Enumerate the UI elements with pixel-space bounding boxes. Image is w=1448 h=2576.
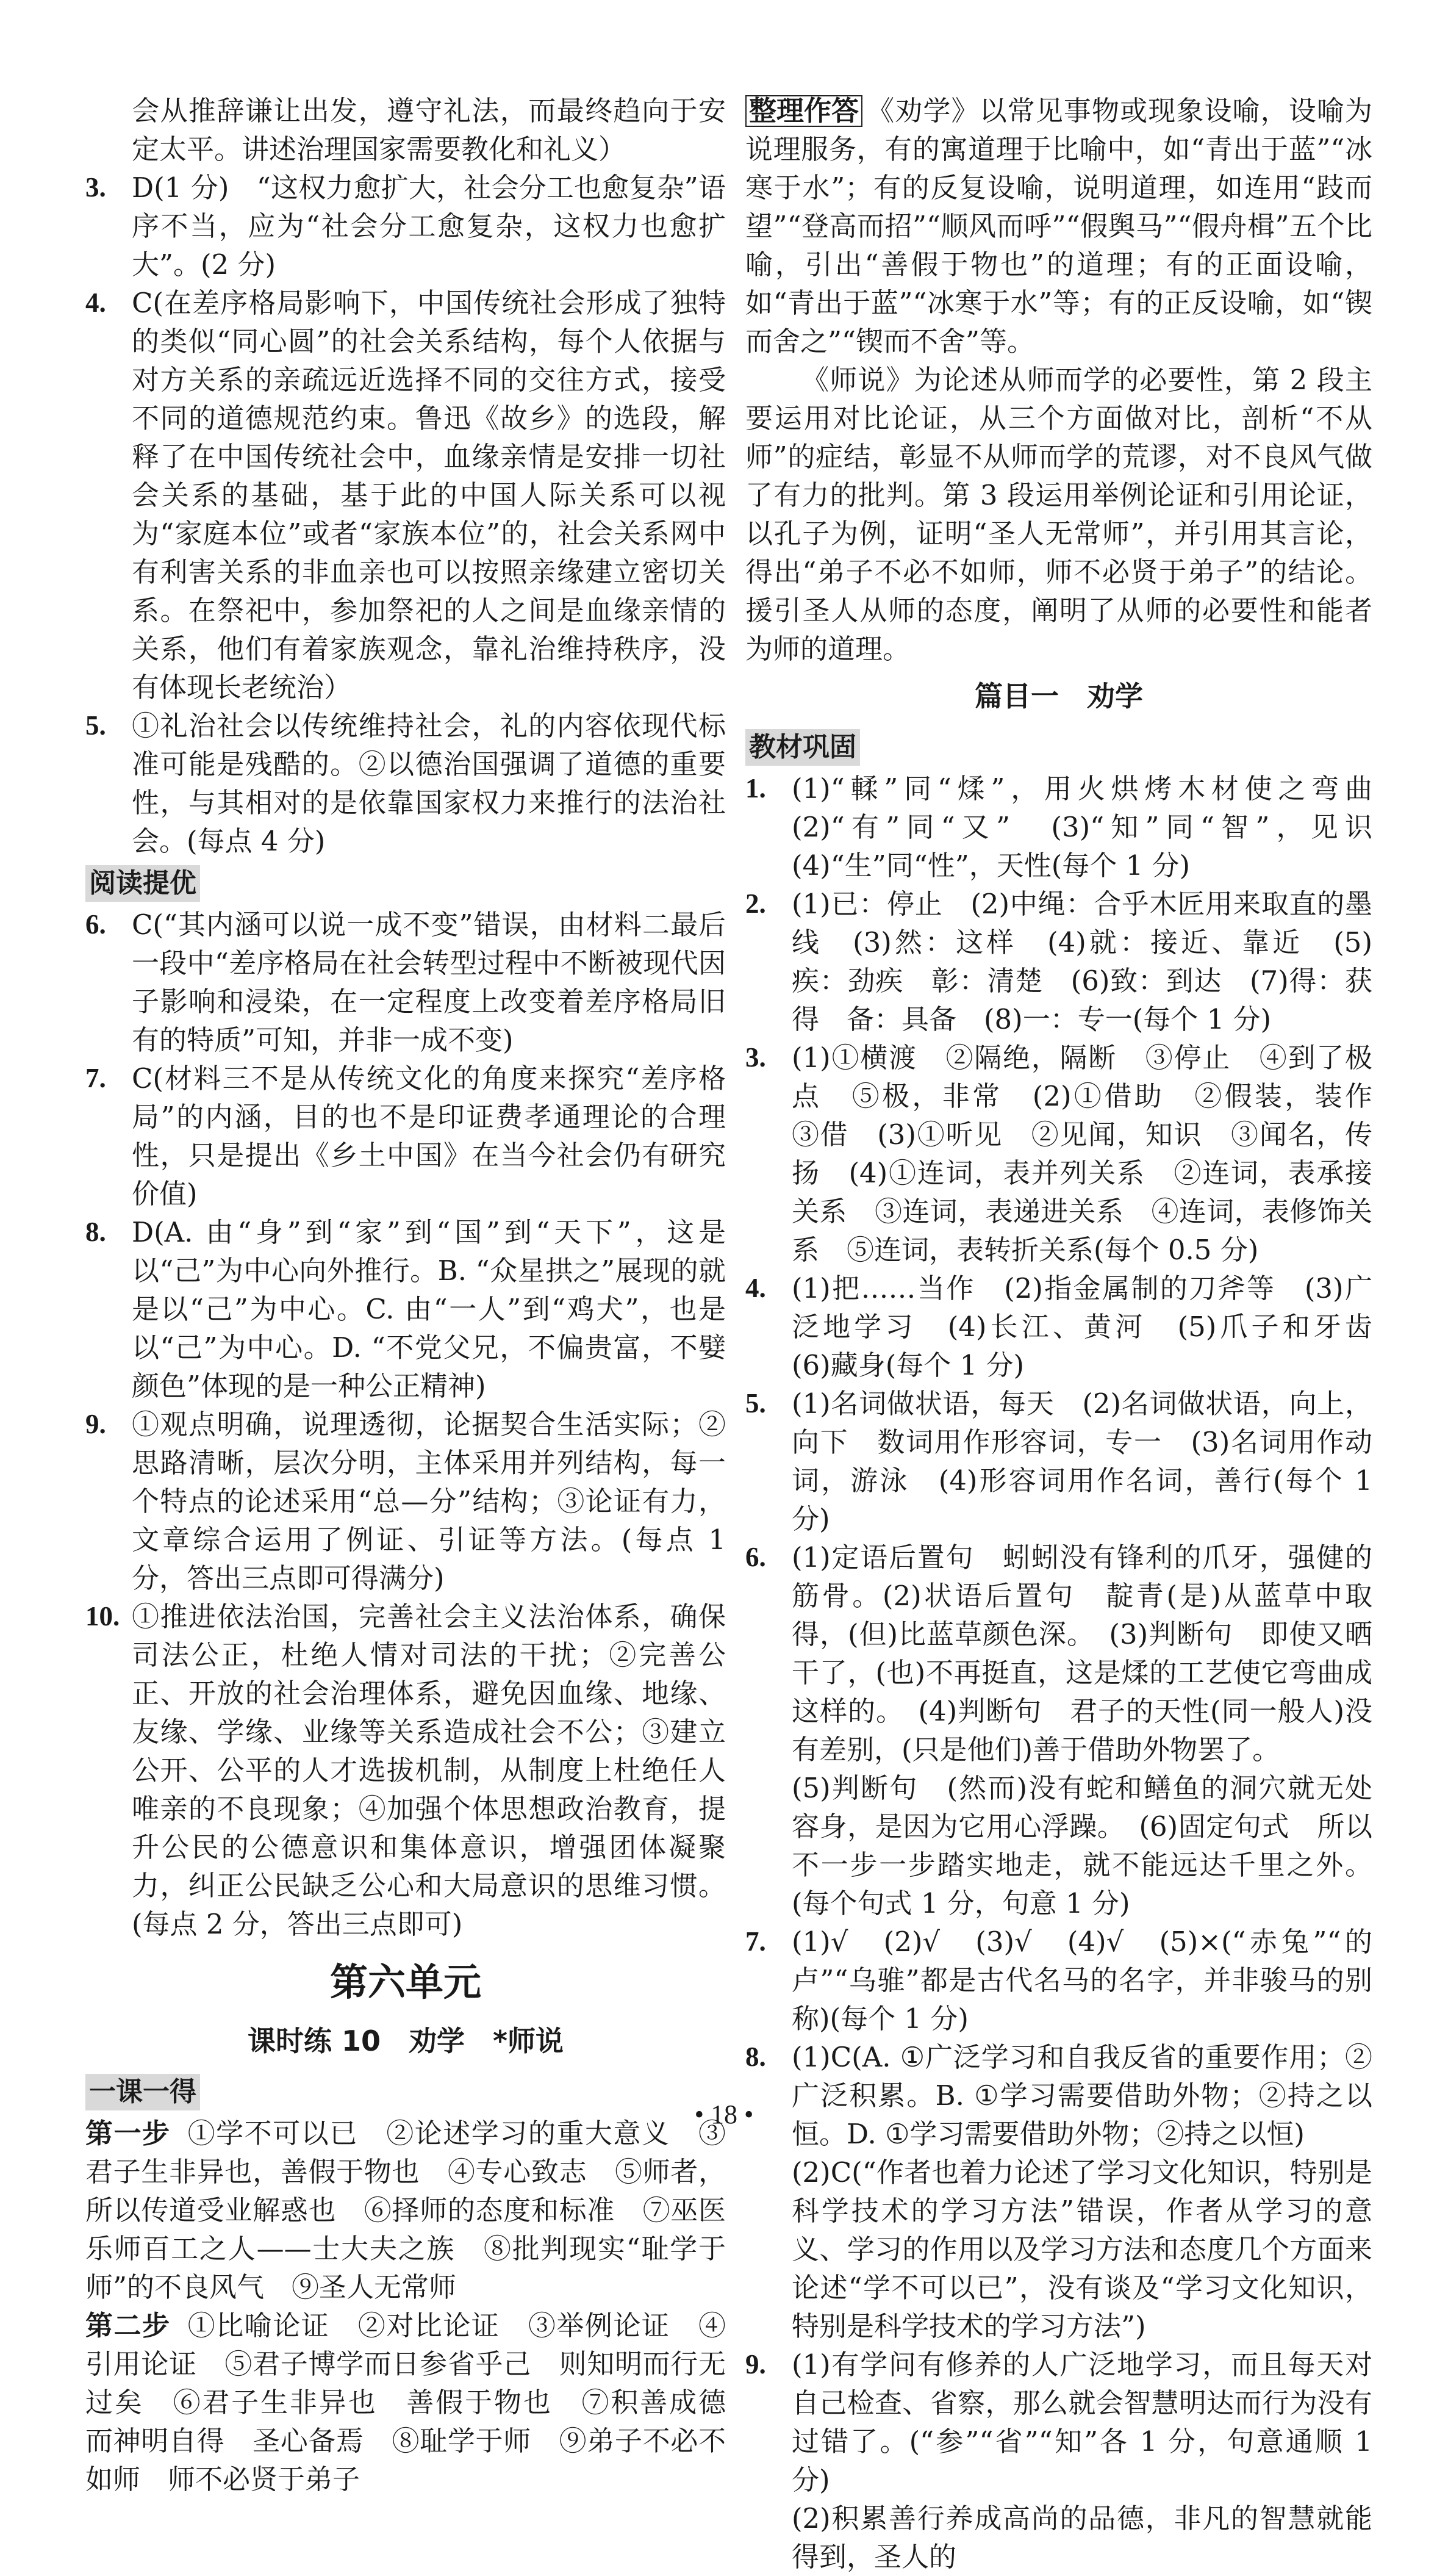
- answer-number: 7.: [745, 1926, 766, 1957]
- answer-number: 3.: [745, 1042, 766, 1073]
- answer-text: (1)C(A. ①广泛学习和自我反省的重要作用；②广泛积累。B. ①学习需要借助外物；②持之以恒。D. ①学习需要借助外物；②持之以恒): [792, 2041, 1372, 2150]
- answer-text: (1)把……当作 (2)指金属制的刀斧等 (3)广泛地学习 (4)长江、黄河 (5)爪子和牙齿 (6)藏身(每个 1 分): [792, 1272, 1400, 1381]
- answer-text: (2)积累善行养成高尚的品德，非凡的智慧就能得到，圣人的: [792, 2502, 1372, 2573]
- answer-item: [85, 1059, 726, 1213]
- summary-text: 《劝学》以常见事物或现象设喻，设喻为说理服务，有的寓道理于比喻中，如“青出于蓝”“冰寒于水”；有的反复设喻，说明道理，如连用“跂而望”“登高而招”“顺风而呼”“假舆马”“假舟楫”五个比喻，引出“善假于物也”的道理；有的正面设喻，如“青出于蓝”“冰寒于水”等；有的正反设喻，如“锲而舍之”“锲而不舍”等。: [745, 95, 1372, 358]
- answer-number: 6.: [745, 1542, 766, 1572]
- answer-number: 5.: [745, 1388, 766, 1419]
- answer-text: (5)判断句 (然而)没有蛇和鳝鱼的洞穴就无处容身，是因为它用心浮躁。 (6)固定句式 所以不一步一步踏实地走，就不能远达千里之外。(每个句式 1 分，句意 1 分): [792, 1772, 1372, 1919]
- answer-item: [85, 1213, 726, 1405]
- answer-number: 2.: [745, 888, 766, 919]
- summary-box-label: 整理作答: [745, 95, 862, 127]
- answer-item: [745, 769, 1400, 885]
- section-header-label: 一课一得: [85, 2074, 200, 2110]
- answer-text: ①观点明确，说理透彻，论据契合生活实际；②思路清晰，层次分明，主体采用并列结构，每一个特点的论述采用“总—分”结构；③论证有力，文章综合运用了例证、引证等方法。(每点 1 分，答出三点即可得满分): [132, 1408, 726, 1594]
- answer-number: 10.: [85, 1601, 120, 1632]
- answer-item: [745, 1923, 1372, 2038]
- section-header-label: 教材巩固: [745, 729, 860, 766]
- answer-text: C(在差序格局影响下，中国传统社会形成了独特的类似“同心圆”的社会关系结构，每个人依据与对方关系的亲疏远近选择不同的交往方式，接受不同的道德规范约束。鲁迅《故乡》的选段，解释了在中国传统社会中，血缘亲情是安排一切社会关系的基础，基于此的中国人际关系可以视为“家庭本位”或者“家族本位”的，社会关系网中有利害关系的非血亲也可以按照亲缘建立密切关系。在祭祀中，参加祭祀的人之间是血缘亲情的关系，他们有着家族观念，靠礼治维持秩序，没有体现长老统治）: [132, 287, 726, 703]
- step-paragraph: [85, 2114, 726, 2306]
- answer-paragraph: 《师说》为论述从师而学的必要性，第 2 段主要运用对比论证，从三个方面做对比，剖析“不从师”的症结，彰显不从师而学的荒谬，对不良风气做了有力的批判。第 3 段运用举例论证和引用论证，以孔子为例，证明“圣人无常师”，并引用其言论，得出“弟子不必不如师，师不必贤于弟子”的结论。援引圣人从师的态度，阐明了从师的必要性和能者为师的道理。: [745, 364, 1372, 665]
- section-title: 课时练 10 劝学 *师说: [247, 2024, 564, 2057]
- step-label: 第二步: [85, 2309, 171, 2342]
- answer-item: [745, 1038, 1400, 1269]
- answer-item: [745, 2345, 1372, 2576]
- summary-paragraph: [745, 92, 1372, 361]
- answer-text: (1)“輮”同“煣”，用火烘烤木材使之弯曲 (2)“有”同“又” (3)“知”同“智”，见识 (4)“生”同“性”，天性(每个 1 分): [792, 772, 1400, 882]
- answer-item: [85, 707, 726, 860]
- section-header: [85, 860, 726, 905]
- answer-item: [745, 885, 1372, 1038]
- answer-item: [85, 905, 726, 1059]
- answer-item: [745, 1269, 1400, 1384]
- answer-item: [745, 1384, 1372, 1538]
- answer-text: (1)有学问有修养的人广泛地学习，而且每天对自己检查、省察，那么就会智慧明达而行为没有过错了。(“参”“省”“知”各 1 分，句意通顺 1 分): [792, 2348, 1372, 2496]
- answer-text: (1)名词做状语，每天 (2)名词做状语，向上，向下 数词用作形容词，专一 (3)名词用作动词，游泳 (4)形容词用作名词，善行(每个 1 分): [792, 1387, 1372, 1535]
- answer-item: [85, 1597, 726, 1943]
- left-column: [85, 92, 754, 2499]
- step-text: ①比喻论证 ②对比论证 ③举例论证 ④引用论证 ⑤君子博学而日参省乎己 则知明而行无过矣 ⑥君子生非异也 善假于物也 ⑦积善成德 而神明自得 圣心备焉 ⑧耻学于师 ⑨弟子不必不如师 师不必贤于弟子: [85, 2309, 754, 2495]
- right-column: [745, 92, 1400, 2576]
- answer-number: 4.: [745, 1273, 766, 1303]
- section-title: 篇目一 劝学: [975, 680, 1143, 713]
- answer-text: C(材料三不是从传统文化的角度来探究“差序格局”的内涵，目的也不是印证费孝通理论的合理性，只是提出《乡土中国》在当今社会仍有研究价值): [132, 1062, 726, 1210]
- answer-text: D(A. 由“身”到“家”到“国”到“天下”，这是以“己”为中心向外推行。B. “众星拱之”展现的就是以“己”为中心。C. 由“一人”到“鸡犬”，也是以“己”为中心。D. “不党父兄，不偏贵富，不嬖颜色”体现的是一种公正精神): [132, 1216, 726, 1402]
- answer-item: [85, 1405, 726, 1597]
- section-header-label: 阅读提优: [85, 865, 200, 902]
- answer-item: [745, 1538, 1372, 1923]
- section-header: [745, 724, 1372, 769]
- answer-number: 5.: [85, 710, 106, 741]
- answer-number: 6.: [85, 909, 106, 940]
- answer-text: D(1 分) “这权力愈扩大，社会分工也愈复杂”语序不当，应为“社会分工愈复杂，这权力也愈扩大”。(2 分): [132, 171, 726, 281]
- answer-number: 9.: [85, 1409, 106, 1439]
- answer-number: 8.: [745, 2042, 766, 2072]
- answer-number: 1.: [745, 773, 766, 804]
- answer-item: [85, 168, 726, 284]
- answer-text: (1)√ (2)√ (3)√ (4)√ (5)×(“赤兔”“的卢”“乌骓”都是古代名马的名字，并非骏马的别称)(每个 1 分): [792, 1926, 1372, 2035]
- answer-number: 4.: [85, 287, 106, 318]
- answer-number: 3.: [85, 172, 106, 203]
- unit-title: 第六单元: [329, 1960, 481, 2004]
- answer-number: 8.: [85, 1217, 106, 1247]
- answer-item: [85, 284, 726, 707]
- answer-text: (1)①横渡 ②隔绝，隔断 ③停止 ④到了极点 ⑤极，非常 (2)①借助 ②假装，装作 ③借 (3)①听见 ②见闻，知识 ③闻名，传扬 (4)①连词，表并列关系 ②连词，表承接关系 ③连词，表递进关系 ④连词，表修饰关系 ⑤连词，表转折关系(每个 0.5 分): [792, 1042, 1400, 1266]
- answer-text: (2)C(“作者也着力论述了学习文化知识，特别是科学技术的学习方法”错误，作者从学习的意义、学习的作用以及学习方法和态度几个方面来论述“学不可以已”，没有谈及“学习文化知识，特别是科学技术的学习方法”): [792, 2156, 1372, 2342]
- answer-continuation: 会从推辞谦让出发，遵守礼法，而最终趋向于安定太平。讲述治理国家需要教化和礼义）: [132, 95, 726, 165]
- answer-text: (1)已：停止 (2)中绳：合乎木匠用来取直的墨线 (3)然：这样 (4)就：接近、靠近 (5)疾：劲疾 彰：清楚 (6)致：到达 (7)得：获得 备：具备 (8)一：专一(每个 1 分): [792, 888, 1372, 1035]
- page-number: • 18 •: [694, 2099, 754, 2129]
- answer-item: [745, 2038, 1372, 2345]
- answer-text: ①礼治社会以传统维持社会，礼的内容依现代标准可能是残酷的。②以德治国强调了道德的重要性，与其相对的是依靠国家权力来推行的法治社会。(每点 4 分): [132, 710, 726, 857]
- answer-number: 7.: [85, 1063, 106, 1093]
- step-text: ①学不可以已 ②论述学习的重大意义 ③君子生非异也，善假于物也 ④专心致志 ⑤师者，所以传道受业解惑也 ⑥择师的态度和标准 ⑦巫医乐师百工之人——士大夫之族 ⑧批判现实“耻学于师”的不良风气 ⑨圣人无常师: [85, 2117, 726, 2303]
- answer-text: C(“其内涵可以说一成不变”错误，由材料二最后一段中“差序格局在社会转型过程中不断被现代因子影响和浸染，在一定程度上改变着差序格局旧有的特质”可知，并非一成不变): [132, 908, 726, 1056]
- step-paragraph: [85, 2306, 754, 2499]
- answer-text: (1)定语后置句 蚓蚓没有锋利的爪牙，强健的筋骨。(2)状语后置句 靛青(是)从蓝草中取得，(但)比蓝草颜色深。 (3)判断句 即使又晒干了，(也)不再挺直，这是煣的工艺使它弯曲成这样的。 (4)判断句 君子的天性(同一般人)没有差别，(只是他们)善于借助外物罢了。: [792, 1541, 1372, 1766]
- answer-number: 9.: [745, 2349, 766, 2380]
- answer-text: ①推进依法治国，完善社会主义法治体系，确保司法公正，杜绝人情对司法的干扰；②完善公正、开放的社会治理体系，避免因血缘、地缘、友缘、学缘、业缘等关系造成社会不公；③建立公开、公平的人才选拔机制，从制度上杜绝任人唯亲的不良现象；④加强个体思想政治教育，提升公民的公德意识和集体意识，增强团体凝聚力，纠正公民缺乏公心和大局意识的思维习惯。(每点 2 分，答出三点即可): [132, 1600, 726, 1940]
- step-label: 第一步: [85, 2117, 171, 2150]
